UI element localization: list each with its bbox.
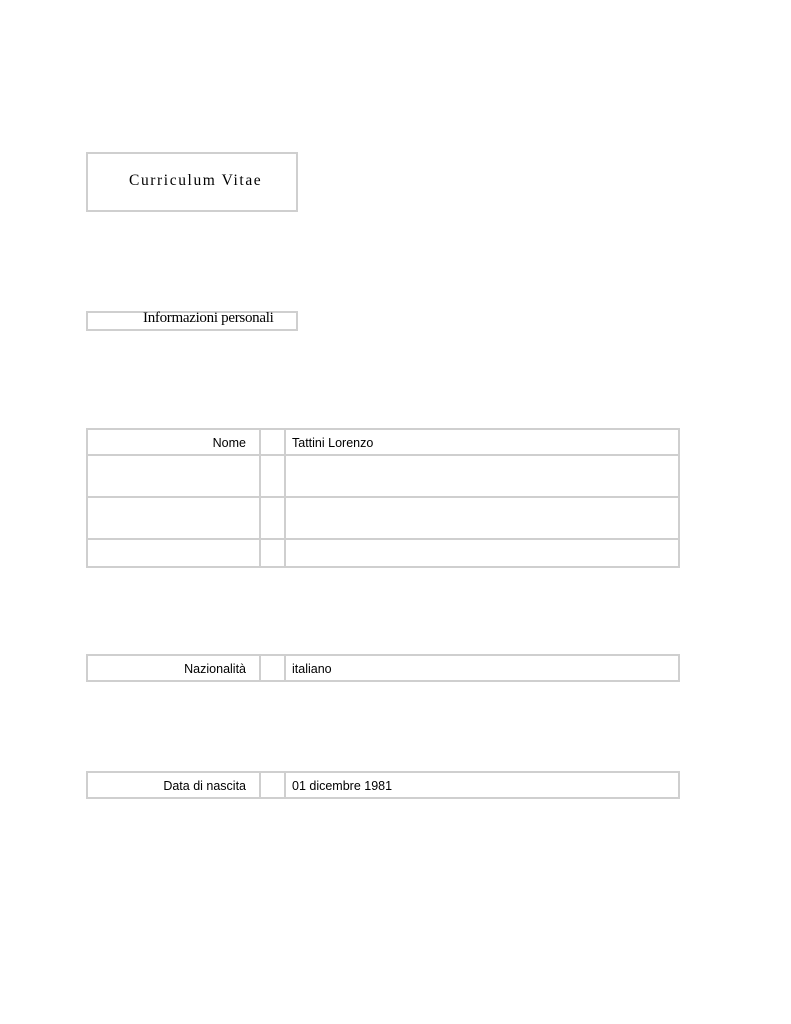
spacer-cell [260,455,285,497]
table-row [87,772,679,798]
name-value: Tattini Lorenzo [285,429,679,455]
spacer-cell [260,429,285,455]
table-row [87,497,679,539]
section-heading: Informazioni personali [143,310,274,326]
row-label [87,539,260,567]
birth-date-label: Data di nascita [87,772,260,798]
row-label [87,497,260,539]
row-value [285,455,679,497]
row-label [87,455,260,497]
row-value [285,497,679,539]
table-row [87,429,679,455]
table-row [87,455,679,497]
spacer-cell [260,497,285,539]
cv-title: Curriculum Vitae [129,172,263,189]
spacer-cell [260,539,285,567]
birth-date-table [86,771,680,799]
birth-date-value: 01 dicembre 1981 [285,772,679,798]
personal-info-table [86,428,680,568]
spacer-cell [260,655,285,681]
row-value [285,539,679,567]
table-row [87,539,679,567]
cv-title-box [86,152,298,212]
nationality-value: italiano [285,655,679,681]
table-row [87,655,679,681]
nationality-table [86,654,680,682]
section-heading-box [86,311,298,331]
spacer-cell [260,772,285,798]
nationality-label: Nazionalità [87,655,260,681]
name-label: Nome [87,429,260,455]
